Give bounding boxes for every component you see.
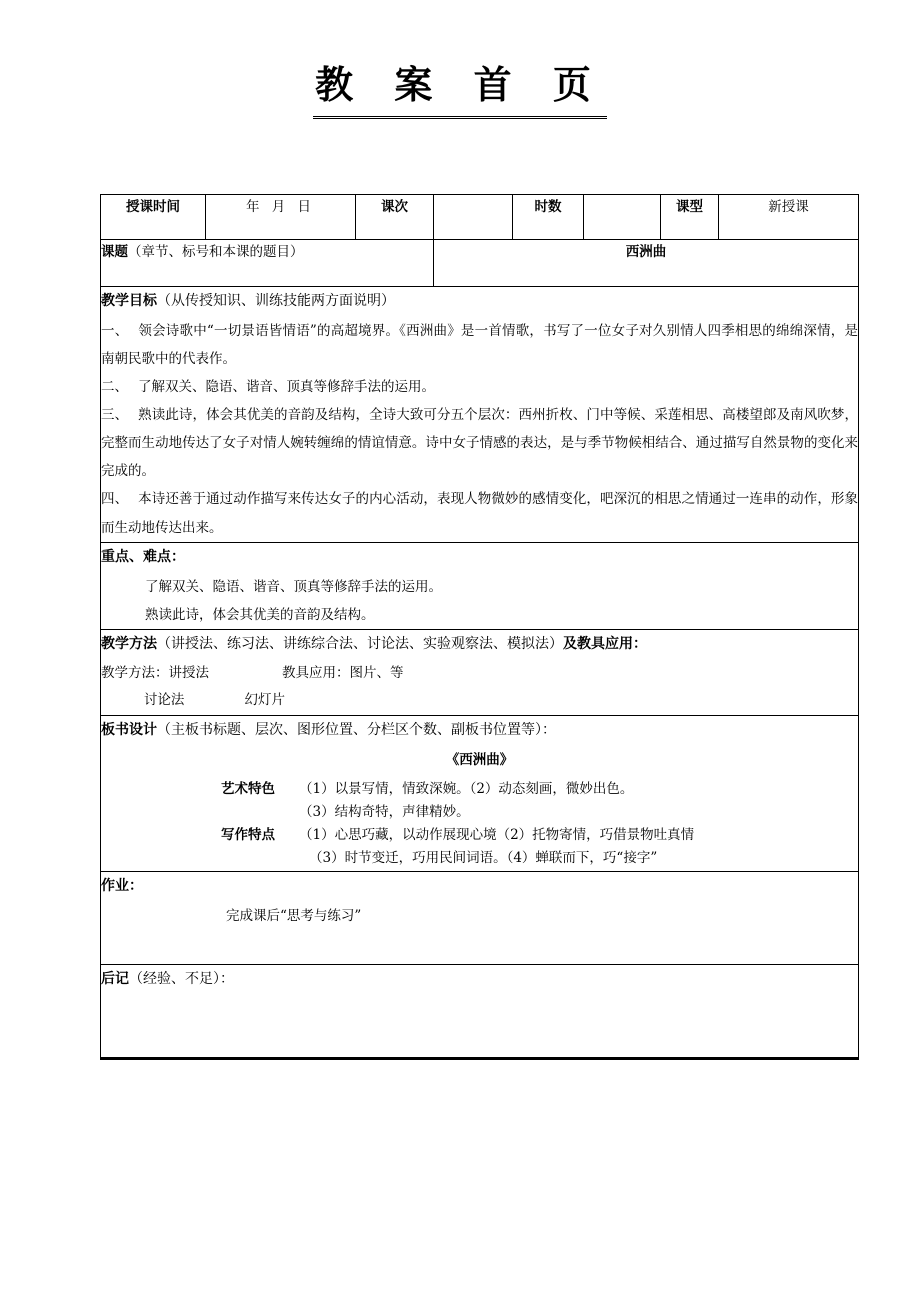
table-row-homework [101,871,859,964]
objective-number: 一、 [101,323,129,339]
board-design-heading [101,716,858,744]
homework-heading [101,872,858,900]
postscript-heading-bold: 后记 [101,970,129,987]
postscript-heading [101,965,858,993]
objective-text: 领会诗歌中“一切景语皆情语”的高超境界。《西洲曲》是一首情歌，书写了一位女子对久别情人四季相思的绵绵深情，是南朝民歌中的代表作。 [101,323,858,368]
homework-content: 完成课后“思考与练习” [226,907,362,924]
cell-methods [101,629,859,715]
key-points-line: 了解双关、隐语、谐音、顶真等修辞手法的运用。 [145,578,442,595]
methods-heading-bold-2: 及教具应用： [563,635,647,652]
key-points-heading [101,543,858,571]
objective-item [101,317,858,373]
objectives-heading-rest: （从传授知识、训练技能两方面说明） [157,293,395,309]
key-points-line: 熟读此诗，体会其优美的音韵及结构。 [145,606,375,623]
cell-topic-value[interactable]: 西洲曲 [434,240,859,287]
cell-homework [101,871,859,964]
topic-label-rest: （章节、标号和本课的题目） [128,244,304,260]
objective-number: 二、 [101,379,128,396]
table-row-key-points [101,542,859,629]
feature-row [221,778,858,801]
cell-objectives [101,287,859,543]
cell-topic-label [101,240,434,287]
feature-line: （3）结构奇特，声律精妙。 [299,804,470,821]
methods-heading-rest: （讲授法、练习法、讲练综合法、讨论法、实验观察法、模拟法） [157,635,563,652]
objective-text: 熟读此诗，体会其优美的音韵及结构，全诗大致可分五个层次：西州折枚、门中等候、采莲相思、高楼望郎及南风吹梦，完整而生动地传达了女子对情人婉转缠绵的情谊情意。诗中女子情感的表达，是与季节物候相结合、通过描写自然景物的变化来完成的。 [101,407,859,480]
page-title: 教 案 首 页 [313,62,607,119]
feature-line: （3）时节变迁，巧用民间词语。（4）蝉联而下，巧“接字” [309,850,658,867]
cell-board-design [101,716,859,872]
board-design-heading-rest: （主板书标题、层次、图形位置、分栏区个数、副板书位置等）： [157,722,556,739]
objectives-heading [101,287,858,315]
methods-heading-bold-1: 教学方法 [101,635,157,652]
cell-teaching-time-label: 授课时间 [101,195,206,240]
methods-line: 教学方法：讲授法 教具应用：图片、等 [101,664,404,681]
key-points-heading-text: 重点、难点： [101,548,185,565]
table-row-header-fields [101,195,859,240]
postscript-heading-rest: （经验、不足）： [129,970,234,987]
cell-lesson-type-value[interactable]: 新授课 [719,195,859,240]
objectives-heading-bold: 教学目标 [101,293,157,309]
cell-postscript [101,964,859,1058]
feature-row [221,824,858,847]
table-row-methods [101,629,859,715]
feature-key: 艺术特色 [221,780,275,797]
objective-text: 了解双关、隐语、谐音、顶真等修辞手法的运用。 [138,379,435,396]
objective-number: 四、 [101,491,129,508]
board-design-heading-bold: 板书设计 [101,722,157,739]
methods-line: 讨论法 幻灯片 [101,692,285,709]
cell-lesson-order-label: 课次 [356,195,434,240]
objective-item [101,485,858,541]
homework-heading-text: 作业： [101,877,143,894]
objective-item [101,373,858,401]
cell-lesson-type-label: 课型 [661,195,719,240]
feature-line: （1）以景写情，情致深婉。（2）动态刻画，微妙出色。 [299,780,634,797]
table-row-objectives [101,287,859,543]
topic-label-bold: 课题 [101,244,128,260]
objective-item [101,401,858,485]
page-title-container [0,62,920,119]
feature-key: 写作特点 [221,827,275,844]
cell-hours-label: 时数 [513,195,584,240]
board-design-title: 《西洲曲》 [445,752,514,769]
table-row-postscript [101,964,859,1058]
methods-heading [101,630,858,658]
feature-line: （1）心思巧藏，以动作展现心境（2）托物寄情，巧借景物吐真情 [299,827,695,844]
cell-hours-value[interactable] [584,195,661,240]
board-design-features [221,778,858,871]
cell-lesson-order-value[interactable] [434,195,513,240]
lesson-plan-table [100,194,859,1060]
cell-teaching-time-value[interactable]: 年 月 日 [206,195,356,240]
cell-key-points [101,542,859,629]
table-row-topic [101,240,859,287]
objective-number: 三、 [101,407,129,424]
objective-text: 本诗还善于通过动作描写来传达女子的内心活动，表现人物微妙的感情变化，吧深沉的相思之情通过一连串的动作，形象而生动地传达出来。 [101,491,859,536]
table-row-board-design [101,716,859,872]
